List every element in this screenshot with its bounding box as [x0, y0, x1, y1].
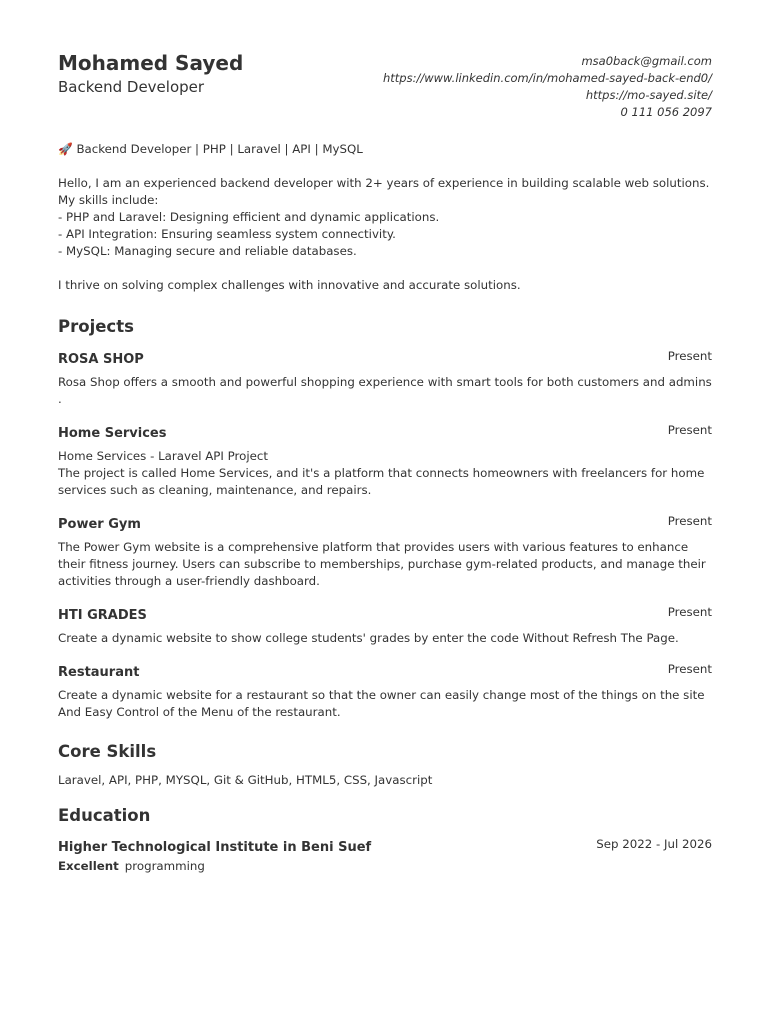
project-item [58, 348, 712, 408]
project-item [58, 513, 712, 590]
project-description: Home Services - Laravel API Project The project is called Home Services, and it's a platform that connects homeowners with freelancers for home services such as cleaning, maintenance, and repairs. [58, 449, 705, 497]
project-item [58, 422, 712, 499]
person-role: Backend Developer [58, 78, 205, 96]
project-description: The Power Gym website is a comprehensive platform that provides users with various features to enhance their fitness journey. Users can subscribe to memberships, purchase gym-related products, and manage their activities through a user-friendly dashboard. [58, 540, 706, 588]
resume-header [58, 50, 712, 121]
projects-heading: Projects [58, 317, 134, 336]
project-head [58, 513, 712, 534]
person-name: Mohamed Sayed [58, 51, 244, 75]
project-date: Present [667, 514, 712, 528]
project-description: Create a dynamic website for a restaurant so that the owner can easily change most of the things on the site And Easy Control of the Menu of the restaurant. [58, 688, 705, 719]
project-head [58, 348, 712, 369]
skills-list: Laravel, API, PHP, MYSQL, Git & GitHub, HTML5, CSS, Javascript [58, 773, 433, 787]
project-head [58, 661, 712, 682]
projects-list [58, 348, 712, 721]
project-date: Present [667, 605, 712, 619]
headline: 🚀 Backend Developer | PHP | Laravel | API | MySQL [58, 142, 363, 156]
education-heading: Education [58, 806, 151, 825]
contact-block [383, 50, 712, 121]
project-description: Rosa Shop offers a smooth and powerful shopping experience with smart tools for both customers and admins . [58, 375, 712, 406]
education-head [58, 836, 712, 857]
education-grade: Excellent [58, 859, 119, 873]
summary-text: Hello, I am an experienced backend developer with 2+ years of experience in building scalable web solutions. My skills include: - PHP and Laravel: Designing efficient and dynamic applications. - API Integration: Ensuring seamless system connectivity. - MySQL: Managing secure and reliable databases. [58, 176, 710, 258]
skills-heading: Core Skills [58, 742, 157, 761]
project-item [58, 661, 712, 721]
education-date: Sep 2022 - Jul 2026 [596, 837, 712, 851]
project-name: Home Services [58, 426, 167, 441]
project-description: Create a dynamic website to show college students' grades by enter the code Without Refresh The Page. [58, 631, 679, 645]
education-detail [58, 858, 712, 875]
phone-number: 0 111 056 2097 [620, 105, 712, 119]
email-link[interactable]: msa0back@gmail.com [581, 54, 712, 68]
education-school: Higher Technological Institute in Beni Suef [58, 840, 372, 855]
project-date: Present [667, 423, 712, 437]
project-item [58, 604, 712, 647]
website-link[interactable]: https://mo-sayed.site/ [585, 88, 712, 102]
project-date: Present [667, 662, 712, 676]
identity-block [58, 50, 243, 97]
project-head [58, 604, 712, 625]
project-name: ROSA SHOP [58, 352, 144, 367]
linkedin-link[interactable]: https://www.linkedin.com/in/mohamed-sayed-back-end0/ [382, 71, 712, 85]
project-name: Restaurant [58, 665, 140, 680]
project-date: Present [667, 349, 712, 363]
project-head [58, 422, 712, 443]
project-name: HTI GRADES [58, 608, 147, 623]
education-field: programming [124, 859, 205, 873]
project-name: Power Gym [58, 517, 141, 532]
summary-closing: I thrive on solving complex challenges with innovative and accurate solutions. [58, 278, 521, 292]
